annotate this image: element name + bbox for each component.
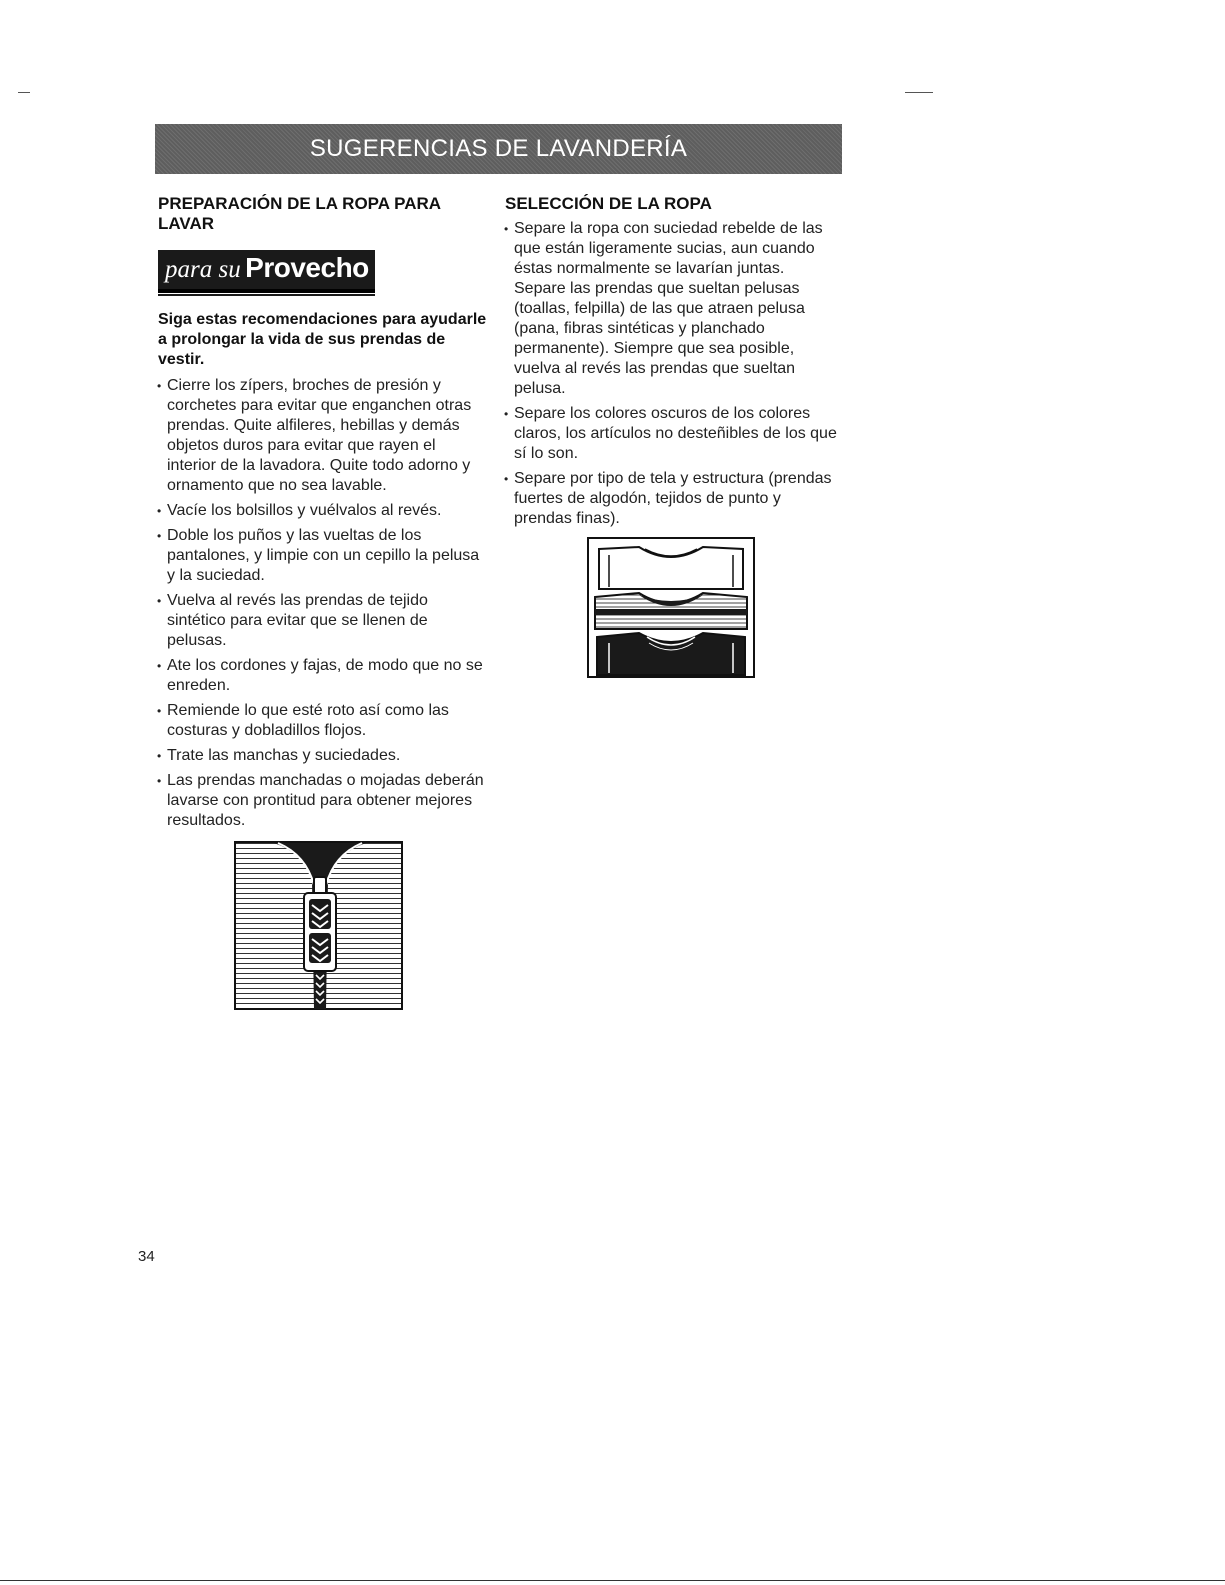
logo-prefix: para su [165,256,241,283]
sorted-shirts-illustration [587,537,755,683]
selection-heading: SELECCIÓN DE LA ROPA [505,194,712,213]
bottom-rule [0,1580,1225,1581]
para-su-provecho-logo [158,250,375,293]
list-item: • Separe la ropa con suciedad rebelde de las que están ligeramente sucias, aun cuando éstas normalmente se lavarían juntas. Separe las prendas que sueltan pelusas (toallas, felpilla) de las que atraen pelusa (pana, fibras sintéticas y planchado permanente). Siempre que sea posible, vuelva al revés las prendas que sueltan pelusa. [505,219,840,399]
logo-underline [158,294,375,296]
list-item: • Separe los colores oscuros de los colores claros, los artículos no desteñibles de los que sí lo son. [505,404,840,464]
list-item: • Vuelva al revés las prendas de tejido sintético para evitar que se llenen de pelusas. [158,591,488,651]
list-item: • Cierre los zípers, broches de presión y corchetes para evitar que enganchen otras prendas. Quite alfileres, hebillas y demás objetos duros para evitar que rayen el interior de la lavadora. Quite todo adorno y ornamento que no sea lavable. [158,376,488,496]
zipper-illustration [234,841,403,1015]
banner-title: SUGERENCIAS DE LAVANDERÍA [309,135,688,162]
crop-mark-left [18,92,30,93]
preparation-list [158,376,488,831]
list-item: • Ate los cordones y fajas, de modo que no se enreden. [158,656,488,696]
preparation-heading: PREPARACIÓN DE LA ROPA PARA LAVAR [158,194,441,233]
selection-list [505,219,840,529]
list-item: • Doble los puños y las vueltas de los pantalones, y limpie con un cepillo la pelusa y la suciedad. [158,526,488,586]
crop-mark-right [905,92,933,93]
section-banner [155,124,842,174]
list-item: • Remiende lo que esté roto así como las costuras y dobladillos flojos. [158,701,488,741]
intro-text: Siga estas recomendaciones para ayudarle a prolongar la vida de sus prendas de vestir. [158,311,487,368]
left-column [158,194,488,836]
logo-word: Provecho [245,252,369,283]
page-number: 34 [138,1248,155,1265]
list-item: • Las prendas manchadas o mojadas deberán lavarse con prontitud para obtener mejores resultados. [158,771,488,831]
right-column [505,194,840,534]
list-item: • Separe por tipo de tela y estructura (prendas fuertes de algodón, tejidos de punto y prendas finas). [505,469,840,529]
list-item: • Vacíe los bolsillos y vuélvalos al revés. [158,501,488,521]
list-item: • Trate las manchas y suciedades. [158,746,488,766]
